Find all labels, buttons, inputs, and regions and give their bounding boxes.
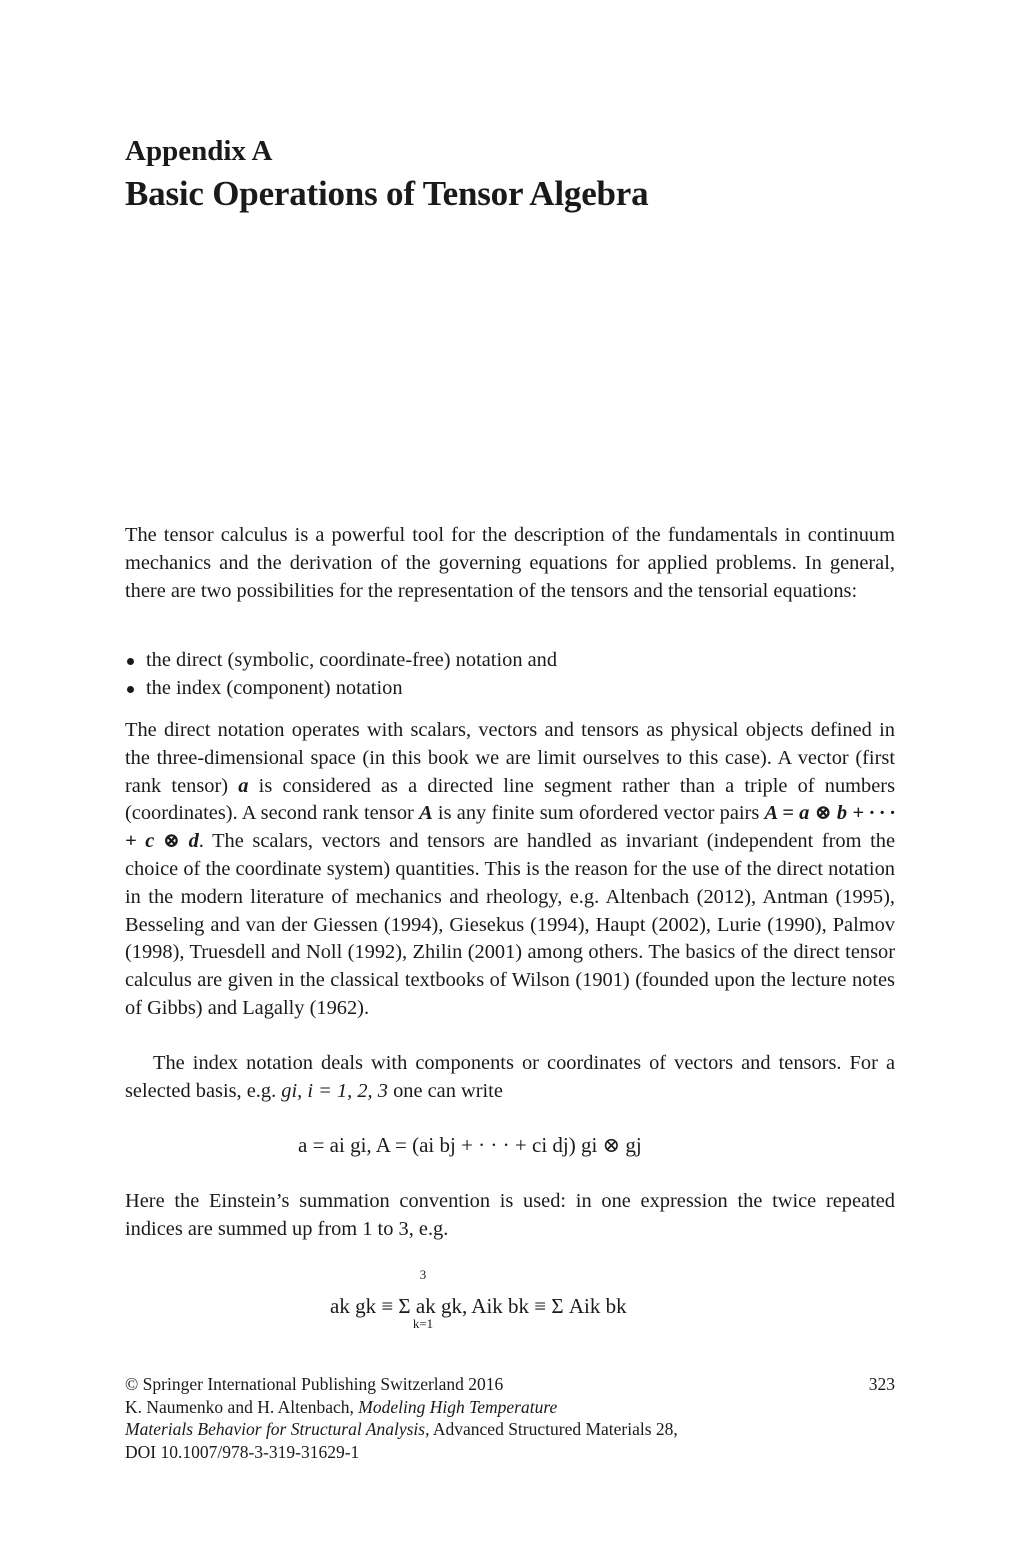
bullet-icon [127, 658, 134, 665]
doi: DOI 10.1007/978-3-319-31629-1 [125, 1441, 360, 1462]
bullet-icon [127, 686, 134, 693]
list-item [125, 675, 895, 703]
equation-2-formula: ak gk ≡ Σ ak gk, Aik bk ≡ Σ Aik bk [330, 1294, 627, 1318]
appendix-label: Appendix A [125, 135, 273, 167]
index-text-2: one can write [393, 1079, 503, 1102]
equation-1-formula: a = ai gi, A = (ai bj + · · · + ci dj) gi ⊗ gj [298, 1133, 642, 1157]
sigma-icon [406, 1282, 440, 1316]
direct-notation-paragraph [125, 717, 895, 1023]
equation-summation [330, 1268, 710, 1348]
index-text-1: The index notation deals with components or coordinates of vectors and tensors. For a selected basis, e.g. [125, 1052, 895, 1102]
page-number: 323 [868, 1374, 895, 1394]
list-item-text: the direct (symbolic, coordinate-free) notation and [146, 649, 558, 671]
summation-paragraph: Here the Einstein’s summation convention is used: in one expression the twice repeated indices are summed up from 1 to 3, e.g. [125, 1190, 895, 1240]
authors: K. Naumenko and H. Altenbach, [125, 1396, 354, 1417]
chapter-title: Basic Operations of Tensor Algebra [125, 174, 649, 213]
tensor-A-symbol: A [419, 802, 433, 825]
sum-lower-limit: k=1 [412, 1316, 434, 1331]
series: , Advanced Structured Materials 28, [425, 1419, 678, 1440]
direct-text-3: is any finite sum ofordered vector pairs [437, 802, 760, 825]
footer [125, 1373, 895, 1463]
basis-formula: gi, i = 1, 2, 3 [281, 1079, 388, 1102]
direct-text-4: . The scalars, vectors and tensors are handled as invariant (independent from the choice of the coordinate system) quantities. This is the reason for the use of the direct notation in the modern literature of mechanics and rheology, e.g. Altenbach (2012), Antman (1995), Besseling and van der Giessen (1994), Giesekus (1994), Haupt (2002), Lurie (1990), Palmov (1998), Truesdell and Noll (1992), Zhilin (2001) among others. The basics of the direct tensor calculus are given in the classical textbooks of Wilson (1901) (founded upon the lecture notes of Gibbs) and Lagally (1962). [125, 830, 895, 1019]
direct-text-1: The direct notation operates with scalars, vectors and tensors as physical objects defined in the three-dimensional space (in this book we are limit ourselves to this case). A vector (first rank tensor) [125, 719, 895, 797]
citation-authors [125, 1396, 895, 1419]
index-notation-paragraph [125, 1050, 895, 1106]
direct-text-2: is considered as a directed line segment rather than a triple of numbers (coordinates). A second rank tensor [125, 774, 896, 825]
intro-paragraph: The tensor calculus is a powerful tool for the description of the fundamentals in continuum mechanics and the derivation of the governing equations for applied problems. In general, there are two possibilities for the representation of the tensors and the tensorial equations: [125, 524, 895, 602]
notation-list [125, 647, 895, 703]
list-item-text: the index (component) notation [146, 676, 403, 699]
equation-vector-tensor [298, 1131, 642, 1159]
sum-upper-limit: 3 [419, 1267, 427, 1282]
vector-a-symbol: a [238, 774, 249, 797]
list-item [125, 647, 895, 675]
sum-limits [406, 1268, 440, 1332]
pair-formula: A = a ⊗ b + · · · + c ⊗ d [125, 802, 895, 853]
book-title-2: Materials Behavior for Structural Analysis [125, 1419, 426, 1440]
copyright: © Springer International Publishing Switzerland 2016 [125, 1374, 504, 1394]
citation-series [125, 1418, 895, 1441]
book-title-1: Modeling High Temperature [358, 1396, 558, 1417]
